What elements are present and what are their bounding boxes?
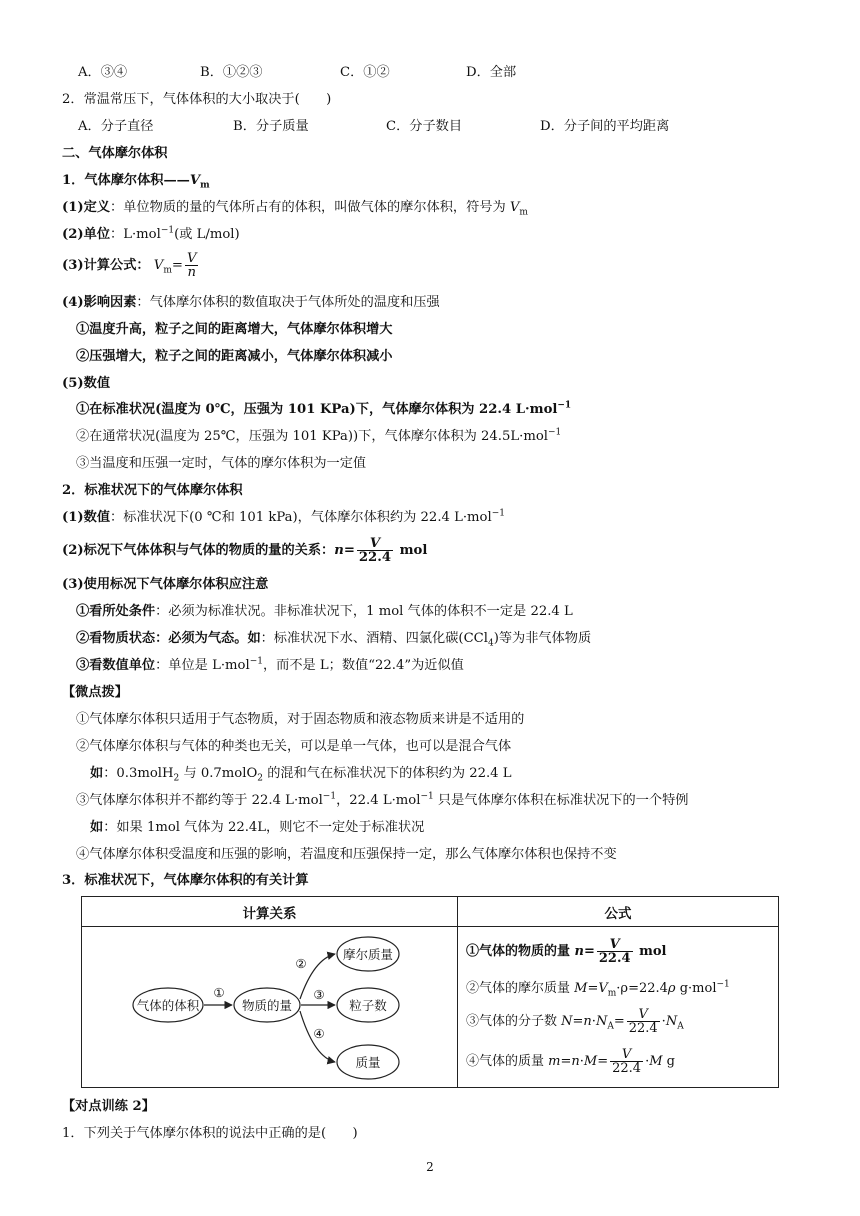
s2-note-1 — [76, 603, 573, 621]
tip-3-sup2: −1 — [420, 791, 434, 802]
table-header-row — [82, 897, 779, 927]
s2-note-2-mid: ：必须为气态。 — [155, 631, 248, 646]
s2-relation-eq: = — [343, 543, 355, 558]
s2-note-3-tail: ，而不是 L；数值“22.4”为近似值 — [262, 658, 464, 673]
s2-note-2-label: ②看物质状态 — [76, 631, 156, 646]
s1-title-symbol: V — [189, 173, 201, 188]
formula-4-denominator: 22.4 — [612, 1061, 642, 1076]
formula-4 — [466, 1045, 675, 1079]
definition-text: ：单位物质的量的气体所占有的体积，叫做气体的摩尔体积，符号为 — [110, 200, 510, 215]
tip-3-sup1: −1 — [322, 791, 337, 802]
formula-3-f: N — [595, 1014, 608, 1029]
node-molar-mass-label: 摩尔质量 — [342, 947, 394, 962]
formula-cell — [458, 927, 779, 1088]
q2-stem: 2．常温常压下，气体体积的大小取决于( ) — [62, 92, 332, 107]
s2-note-3-label: ③看数值单位 — [76, 658, 156, 673]
formula-4-g: = — [597, 1054, 609, 1069]
q1-option-b: B．①②③ — [200, 65, 263, 80]
q1-option-c: C．①② — [340, 65, 390, 80]
unit-sup: −1 — [160, 225, 175, 236]
node-volume-label: 气体的体积 — [136, 998, 200, 1013]
value-item-2 — [76, 428, 561, 446]
tip-3-b: ，22.4 L·mol — [336, 793, 421, 808]
formula-fraction — [185, 252, 199, 279]
s2-value-line — [62, 509, 505, 527]
s2-value-sup: −1 — [491, 508, 505, 519]
formula-label: (3)计算公式 — [62, 258, 137, 273]
formula-4-b: m — [548, 1054, 561, 1069]
value-item-1-text: ①在标准状况(温度为 0℃，压强为 101 KPa)下，气体摩尔体积为 22.4 L·mol — [76, 402, 558, 417]
definition-sub: m — [519, 207, 528, 218]
q1-option-d: D．全部 — [466, 65, 517, 80]
relation-diagram — [82, 927, 457, 1087]
formula-2-c: = — [587, 981, 599, 996]
formula-4-a: ④气体的质量 — [466, 1054, 549, 1069]
tip-3-example-label: 如 — [90, 820, 104, 835]
section-title: 二、气体摩尔体积 — [62, 146, 168, 161]
s2-note-2-sub: 4 — [487, 638, 494, 649]
s2-relation-unit: mol — [395, 543, 428, 558]
formula-numerator: V — [186, 251, 197, 266]
node-particles-label: 粒子数 — [349, 998, 387, 1013]
s2-value-text: ：标准状况下(0 ℃和 101 kPa)，气体摩尔体积约为 22.4 L·mol — [110, 510, 492, 525]
tip-2-example — [90, 765, 512, 783]
formula-3-fraction — [627, 1008, 660, 1035]
formula-4-i: M — [649, 1054, 663, 1069]
formula-2-d: V — [598, 981, 608, 996]
s2-note-3-text: ：单位是 L·mol — [155, 658, 250, 673]
tip-3-example-text: ：如果 1mol 气体为 22.4L，则它不一定处于标准状况 — [103, 820, 425, 835]
formula-3-f-sub: A — [607, 1021, 614, 1032]
tip-2-example-sub1: 2 — [173, 773, 180, 784]
formula-3-d: n — [583, 1014, 592, 1029]
factor-line — [62, 294, 440, 312]
arrow-4-label: ④ — [313, 1026, 325, 1041]
factor-item-1: ①温度升高，粒子之间的距离增大，气体摩尔体积增大 — [76, 322, 393, 337]
value-item-1-sup: −1 — [557, 400, 572, 411]
formula-lhs-sub: m — [163, 265, 172, 276]
s1-title — [62, 172, 210, 190]
formula-denominator: n — [187, 265, 196, 280]
formula-2-sup: −1 — [716, 979, 730, 990]
formula-line — [62, 250, 200, 282]
formula-3-i-sub: A — [677, 1021, 684, 1032]
value-item-2-text: ②在通常状况(温度为 25℃，压强为 101 KPa))下，气体摩尔体积为 24.5L·mol — [76, 429, 548, 444]
tip-3-a: ③气体摩尔体积并不都约等于 22.4 L·mol — [76, 793, 323, 808]
node-mass-label: 质量 — [355, 1055, 381, 1070]
s2-note-1-text: ：必须为标准状况。非标准状况下，1 mol 气体的体积不一定是 22.4 L — [155, 604, 573, 619]
formula-2-d-sub: m — [607, 988, 617, 999]
formula-3-b: N — [561, 1014, 573, 1029]
formula-1-lhs: n — [574, 944, 584, 959]
table-body-row — [82, 927, 779, 1088]
s1-title-text: 1．气体摩尔体积—— — [62, 173, 190, 188]
s2-relation-label: (2)标况下气体体积与气体的物质的量的关系： — [62, 543, 335, 558]
practice-question-1: 1．下列关于气体摩尔体积的说法中正确的是( ) — [62, 1126, 358, 1141]
formula-2-e: ·ρ=22.4 — [616, 981, 668, 996]
formula-3-g: = — [613, 1014, 625, 1029]
s2-note-2-tail: )等为非气体物质 — [493, 631, 592, 646]
tip-2-example-sub2: 2 — [257, 773, 264, 784]
s2-note-label: (3)使用标况下气体摩尔体积应注意 — [62, 577, 269, 592]
tip-title: 【微点拨】 — [62, 685, 128, 700]
formula-4-c: = — [560, 1054, 572, 1069]
formula-1-eq: = — [583, 944, 595, 959]
s2-value-label: (1)数值 — [62, 510, 111, 525]
tip-2-example-a: ：0.3molH — [103, 766, 174, 781]
formula-3-e: · — [591, 1014, 596, 1029]
unit-tail: (或 L/mol) — [174, 227, 240, 242]
arrow-2-label: ② — [295, 956, 307, 971]
formula-2-a: ②气体的摩尔质量 — [466, 981, 575, 996]
formula-1 — [466, 935, 666, 969]
formula-2-b: M — [574, 981, 588, 996]
s2-note-1-label: ①看所处条件 — [76, 604, 156, 619]
formula-3 — [466, 1005, 684, 1039]
tip-4: ④气体摩尔体积受温度和压强的影响，若温度和压强保持一定，那么气体摩尔体积也保持不变 — [76, 847, 617, 862]
page-number: 2 — [426, 1160, 434, 1174]
definition-label: (1)定义 — [62, 200, 111, 215]
formula-2 — [466, 979, 730, 999]
s2-note-3-sup: −1 — [249, 656, 263, 667]
tip-2-example-b: 与 0.7molO — [179, 766, 258, 781]
factor-label: (4)影响因素 — [62, 295, 137, 310]
formula-4-f: M — [583, 1054, 598, 1069]
formula-1-label: ①气体的物质的量 — [466, 944, 575, 959]
formula-4-h: · — [645, 1054, 650, 1069]
practice-title: 【对点训练 2】 — [62, 1099, 155, 1114]
tip-3-example — [90, 819, 424, 837]
factor-text: ：气体摩尔体积的数值取决于气体所处的温度和压强 — [136, 295, 440, 310]
formula-lhs: V — [153, 258, 164, 273]
value-item-2-sup: −1 — [548, 427, 562, 438]
formula-4-j: g — [662, 1054, 675, 1069]
formula-1-denominator: 22.4 — [598, 951, 631, 966]
formula-2-g: g·mol — [675, 981, 717, 996]
formula-3-c: = — [572, 1014, 584, 1029]
formula-1-unit: mol — [634, 944, 667, 959]
formula-3-a: ③气体的分子数 — [466, 1014, 562, 1029]
q1-option-a: A．③④ — [78, 65, 128, 80]
unit-text: ：L·mol — [110, 227, 161, 242]
calculation-table — [81, 896, 779, 1088]
formula-3-denominator: 22.4 — [628, 1021, 658, 1036]
formula-4-numerator: V — [610, 1048, 643, 1062]
table-header-relation: 计算关系 — [82, 897, 458, 927]
formula-3-i: N — [665, 1014, 678, 1029]
formula-1-numerator: V — [597, 938, 633, 952]
value-item-3: ③当温度和压强一定时，气体的摩尔体积为一定值 — [76, 456, 367, 471]
formula-4-e: · — [579, 1054, 584, 1069]
tip-1: ①气体摩尔体积只适用于气态物质，对于固态物质和液态物质来讲是不适用的 — [76, 712, 525, 727]
formula-4-fraction — [610, 1048, 643, 1075]
relation-diagram-cell — [82, 927, 458, 1088]
arrow-1-label: ① — [213, 985, 225, 1000]
s2-note-2 — [76, 630, 591, 648]
s2-relation-lhs: n — [334, 543, 344, 558]
tip-3-c: 只是气体摩尔体积在标准状况下的一个特例 — [433, 793, 689, 808]
definition-symbol: V — [509, 200, 520, 215]
s2-note-2-bold: 如 — [247, 631, 261, 646]
factor-item-2: ②压强增大，粒子之间的距离减小，气体摩尔体积减小 — [76, 349, 393, 364]
s3-title: 3．标准状况下，气体摩尔体积的有关计算 — [62, 873, 309, 888]
formula-4-d: n — [571, 1054, 580, 1069]
s2-relation-line — [62, 535, 427, 567]
tip-3 — [76, 792, 688, 810]
value-label: (5)数值 — [62, 376, 111, 391]
unit-line — [62, 226, 240, 244]
s2-note-3 — [76, 657, 464, 675]
definition-line — [62, 199, 528, 217]
s2-relation-denominator: 22.4 — [358, 550, 391, 565]
s2-title: 2．标准状况下的气体摩尔体积 — [62, 483, 243, 498]
formula-3-h: · — [661, 1014, 666, 1029]
table-header-formula: 公式 — [458, 897, 779, 927]
s2-relation-numerator: V — [357, 537, 393, 551]
s2-relation-fraction — [357, 537, 393, 564]
q2-option-d: D．分子间的平均距离 — [540, 119, 670, 134]
formula-2-f: ρ — [667, 981, 676, 996]
s2-note-2-text: ：标准状况下水、酒精、四氯化碳(CCl — [260, 631, 488, 646]
tip-2-example-c: 的混和气在标准状况下的体积约为 22.4 L — [263, 766, 512, 781]
formula-3-numerator: V — [627, 1008, 660, 1022]
q2-option-a: A．分子直径 — [78, 119, 154, 134]
formula-colon: ： — [136, 258, 150, 273]
formula-eq: = — [171, 258, 183, 273]
q2-option-c: C．分子数目 — [386, 119, 463, 134]
tip-2-example-label: 如 — [90, 766, 104, 781]
value-item-1 — [76, 401, 571, 419]
tip-2: ②气体摩尔体积与气体的种类也无关，可以是单一气体，也可以是混合气体 — [76, 739, 512, 754]
node-moles-label: 物质的量 — [241, 998, 293, 1013]
unit-label: (2)单位 — [62, 227, 111, 242]
formula-1-fraction — [597, 938, 633, 965]
arrow-3-label: ③ — [313, 987, 325, 1002]
s1-title-sub: m — [200, 180, 210, 191]
q2-option-b: B．分子质量 — [233, 119, 309, 134]
